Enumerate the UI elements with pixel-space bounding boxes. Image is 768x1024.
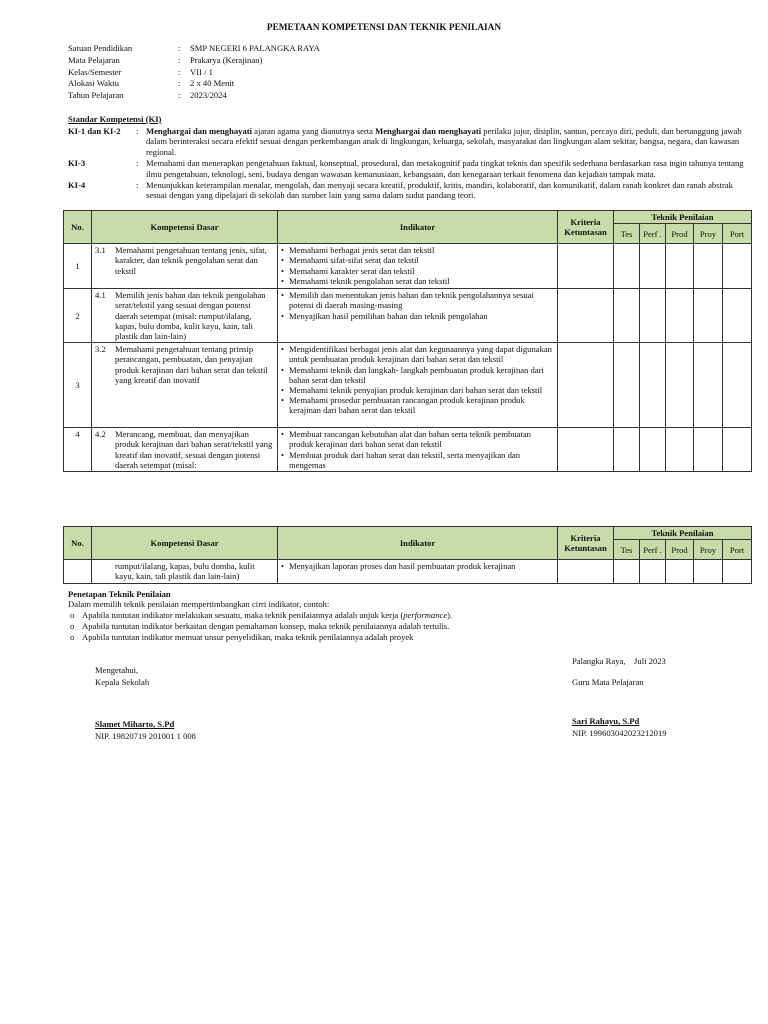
header-port: Port <box>723 224 752 244</box>
indicator-item: • Memilih dan menentukan jenis bahan dan teknik pengolahannya sesuai potensi di daerah masing-masing <box>281 290 554 310</box>
identity-colon: : <box>178 78 181 89</box>
ki-item <box>68 126 748 157</box>
header-perf: Perf . <box>640 224 666 244</box>
row-no: 2 <box>64 289 92 343</box>
ki-label: KI-3 <box>68 158 86 169</box>
row-kriteria <box>558 560 614 583</box>
header-tes: Tes <box>614 540 640 560</box>
header-kriteria: Kriteria Ketuntasan <box>558 527 614 560</box>
header-perf: Perf . <box>640 540 666 560</box>
sign-role: Kepala Sekolah <box>95 676 150 687</box>
cell-proy <box>694 289 723 343</box>
cell-port <box>723 289 752 343</box>
cell-perf <box>640 428 666 472</box>
table-row <box>64 560 752 583</box>
row-kriteria <box>558 289 614 343</box>
indicator-item: • Memahami teknik dan langkah- langkah pembuatan produk kerajinan dari bahan serat dan tekstil <box>281 365 554 385</box>
penetapan-item <box>68 610 758 621</box>
ki-text: Memahami dan menerapkan pengetahuan faktual, konseptual, prosedural, dan metakognitif pada tingkat teknis dan spesifik sederhana berdasarkan rasa ingin tahunya tentang ilmu pengetahuan, teknologi, seni, budaya dengan wawasan kemanusiaan, kebangsaan, dan kenegaraan terkait fenomena dan kejadian tampak mata. <box>146 158 744 179</box>
penetapan-list <box>68 610 758 644</box>
cell-perf <box>640 560 666 583</box>
header-indikator: Indikator <box>278 211 558 244</box>
identity-value: 2 x 40 Menit <box>190 78 235 89</box>
standar-heading: Standar Kompetensi (KI) <box>68 114 162 124</box>
identity-value: 2023/2024 <box>190 90 227 101</box>
row-no: 3 <box>64 343 92 428</box>
row-no <box>64 560 92 583</box>
sign-ack: Mengetahui, <box>95 665 139 675</box>
header-kriteria: Kriteria Ketuntasan <box>558 211 614 244</box>
cell-prod <box>666 428 694 472</box>
row-no: 4 <box>64 428 92 472</box>
sign-nip: NIP. 19820719 201001 1 008 <box>95 730 196 741</box>
identity-label: Satuan Pendidikan <box>68 43 133 53</box>
table-row <box>64 244 752 289</box>
header-teknik: Teknik Penilaian <box>614 527 752 540</box>
header-no: No. <box>64 527 92 560</box>
identity-value: VII / 1 <box>190 66 213 77</box>
identity-row-year <box>68 90 320 102</box>
identity-row-class <box>68 67 320 79</box>
row-kriteria <box>558 343 614 428</box>
identity-block <box>68 43 320 102</box>
ki-label: KI-4 <box>68 180 86 191</box>
row-kriteria <box>558 428 614 472</box>
row-kd <box>92 343 278 428</box>
sign-name: Sari Rahayu, S.Pd <box>572 716 640 726</box>
row-indikator <box>278 428 558 472</box>
ki-item <box>68 180 748 201</box>
identity-colon: : <box>178 90 181 101</box>
header-prod: Prod <box>666 540 694 560</box>
identity-row-time <box>68 78 320 90</box>
identity-colon: : <box>178 54 181 65</box>
penetapan-section <box>68 589 758 643</box>
ki-text-part: perilaku jujur, disiplin, santun, percaya diri, peduli, dan bertanggung jawab dalam berinteraksi secara efektif sesuai dengan perkembangan anak di lingkungan, keluarga, sekolah, masyarakat dan lingkungan alam sekitar, bangsa, negara, dan kawasan regional. <box>146 126 742 157</box>
identity-label: Tahun Pelajaran <box>68 90 124 101</box>
sign-nip: NIP. 199603042023212019 <box>572 727 667 738</box>
table-row <box>64 428 752 472</box>
header-indikator: Indikator <box>278 527 558 560</box>
sign-role: Guru Mata Pelajaran <box>572 676 644 687</box>
ki-colon: : <box>136 158 139 169</box>
cell-tes <box>614 428 640 472</box>
kd-number: 4.1 <box>95 290 106 301</box>
penetapan-emphasis: performance <box>403 609 448 620</box>
kd-number-spacer <box>95 561 115 581</box>
cell-proy <box>694 244 723 289</box>
row-kriteria <box>558 244 614 289</box>
ki-bold: Menghargai dan menghayati <box>375 126 482 136</box>
cell-port <box>723 428 752 472</box>
row-indikator <box>278 244 558 289</box>
cell-perf <box>640 343 666 428</box>
cell-proy <box>694 560 723 583</box>
cell-tes <box>614 289 640 343</box>
indicator-item: • Memahami berbagai jenis serat dan tekstil <box>281 245 554 255</box>
penetapan-heading: Penetapan Teknik Penilaian <box>68 589 171 599</box>
kd-text: Memilih jenis bahan dan teknik pengolahan serat/tekstil yang sesuai dengan potensi daerah setempat (misal: rumput/ilalang, kapas, bulu domba, kulit kayu, kain, tali plastik dan lain-lain) <box>115 290 266 342</box>
page-title: PEMETAAN KOMPETENSI DAN TEKNIK PENILAIAN <box>266 23 502 33</box>
cell-port <box>723 560 752 583</box>
row-indikator <box>278 343 558 428</box>
identity-value: Prakarya (Kerajinan) <box>190 54 263 65</box>
ki-bold: Menghargai dan menghayati <box>146 126 252 136</box>
header-port: Port <box>723 540 752 560</box>
competency-table <box>63 210 752 472</box>
indicator-item: • Menyajikan laporan proses dan hasil pembuatan produk kerajinan <box>281 561 554 571</box>
indicator-item: • Menyajikan hasil pemilihan bahan dan teknik pengolahan <box>281 311 554 321</box>
header-prod: Prod <box>666 224 694 244</box>
ki-text: Menunjukkan keterampilan menalar, mengolah, dan menyaji secara kreatif, produktif, kritis, mandiri, kolaboratif, dan komunikatif, dalam ranah konkret dan ranah abstrak sesuai dengan yang dipelajari di sekolah dan sumber lain yang sama dalam sudut pandang teori. <box>146 180 733 201</box>
header-tes: Tes <box>614 224 640 244</box>
indicator-item: • Memahami sifat-sifat serat dan tekstil <box>281 255 554 265</box>
penetapan-text: ). <box>447 609 453 620</box>
identity-row-subject <box>68 55 320 67</box>
header-proy: Proy <box>694 224 723 244</box>
penetapan-intro: Dalam memilih teknik penilaian mempertimbangkan cirri indikator, contoh: <box>68 599 330 610</box>
kd-number: 3.2 <box>95 344 106 355</box>
cell-prod <box>666 289 694 343</box>
ki-label: KI-1 dan KI-2 <box>68 126 121 136</box>
kd-text: Merancang, membuat, dan menyajikan produk kerajinan dari bahan serat/tekstil yang kreatif dan inovatif, sesuai dengan potensi daerah setempat (misal: <box>115 429 273 470</box>
kd-text: Memahami pengetahuan tentang jenis, sifat, karakter, dan teknik pengolahan serat dan tekstil <box>115 245 267 276</box>
cell-tes <box>614 560 640 583</box>
header-kd: Kompetensi Dasar <box>92 527 278 560</box>
indicator-item: • Mengidentifikasi berbagai jenis alat dan kegunaannya yang dapat digunakan untuk pembuatan produk kerajinan dari bahan serat dan tekstil <box>281 344 554 364</box>
signature-left <box>95 665 196 742</box>
kd-text: Memahami pengetahuan tentang prinsip perancangan, pembuatan, dan penyajian produk kerajinan dari bahan serat dan tekstil yang kreatif dan inovatif <box>115 344 268 385</box>
kd-text: rumput/ilalang, kapas, bulu domba, kulit kayu, kain, tali plastik dan lain-lain) <box>115 561 255 582</box>
row-kd <box>92 560 278 583</box>
indicator-item: • Memahami prosedur pembuatan rancangan produk kerajinan produk kerajinan dari bahan serat dan tekstil <box>281 395 554 415</box>
table-row <box>64 289 752 343</box>
ki-colon: : <box>136 180 139 191</box>
competency-table-continued <box>63 526 752 584</box>
identity-label: Mata Pelajaran <box>68 54 120 65</box>
row-kd <box>92 244 278 289</box>
cell-perf <box>640 289 666 343</box>
cell-prod <box>666 244 694 289</box>
row-indikator <box>278 289 558 343</box>
identity-colon: : <box>178 43 181 53</box>
ki-item <box>68 158 748 179</box>
cell-proy <box>694 343 723 428</box>
kd-number: 4.2 <box>95 429 106 440</box>
header-kd: Kompetensi Dasar <box>92 211 278 244</box>
row-indikator <box>278 560 558 583</box>
ki-list <box>68 126 748 202</box>
penetapan-item: o Apabila tuntutan indikator berkaitan dengan pemahaman konsep, maka teknik penilaiannya adalah tertulis. <box>68 621 758 632</box>
header-proy: Proy <box>694 540 723 560</box>
penetapan-text: Apabila tuntutan indikator melakukan sesuatu, maka teknik penilaiannya adalah unjuk kerja ( <box>82 609 404 620</box>
indicator-item: • Memahami teknik pengolahan serat dan tekstil <box>281 276 554 286</box>
cell-tes <box>614 343 640 428</box>
header-teknik: Teknik Penilaian <box>614 211 752 224</box>
header-no: No. <box>64 211 92 244</box>
sign-name: Slamet Miharto, S.Pd <box>95 719 175 729</box>
identity-colon: : <box>178 66 181 77</box>
table-row <box>64 343 752 428</box>
cell-tes <box>614 244 640 289</box>
cell-prod <box>666 560 694 583</box>
cell-port <box>723 244 752 289</box>
ki-text <box>146 126 748 157</box>
row-no: 1 <box>64 244 92 289</box>
ki-text-part: ajaran agama yang dianutnya serta <box>252 126 376 136</box>
row-kd <box>92 289 278 343</box>
sign-place-date: Palangka Raya, Juli 2023 <box>572 656 666 666</box>
kd-number: 3.1 <box>95 245 106 256</box>
cell-proy <box>694 428 723 472</box>
identity-label: Alokasi Waktu <box>68 78 119 89</box>
indicator-item: • Memahami teknik penyajian produk kerajinan dari bahan serat dan tekstil <box>281 385 554 395</box>
cell-perf <box>640 244 666 289</box>
identity-row-school <box>68 43 320 55</box>
cell-prod <box>666 343 694 428</box>
penetapan-item: o Apabila tuntutan indikator memuat unsur penyelidikan, maka teknik penilaiannya adalah proyek <box>68 632 758 643</box>
indicator-item: • Membuat rancangan kebutuhan alat dan bahan serta teknik pembuatan produk kerajinan dari bahan serat dan tekstil <box>281 429 554 449</box>
ki-colon: : <box>136 126 139 136</box>
indicator-item: • Memahami karakter serat dan tekstil <box>281 266 554 276</box>
identity-label: Kelas/Semester <box>68 66 122 77</box>
cell-port <box>723 343 752 428</box>
signature-right <box>572 656 667 739</box>
indicator-item: • Membuat produk dari bahan serat dan tekstil, serta menyajikan dan mengemas <box>281 450 554 470</box>
row-kd <box>92 428 278 472</box>
identity-value: SMP NEGERI 6 PALANGKA RAYA <box>190 43 320 53</box>
